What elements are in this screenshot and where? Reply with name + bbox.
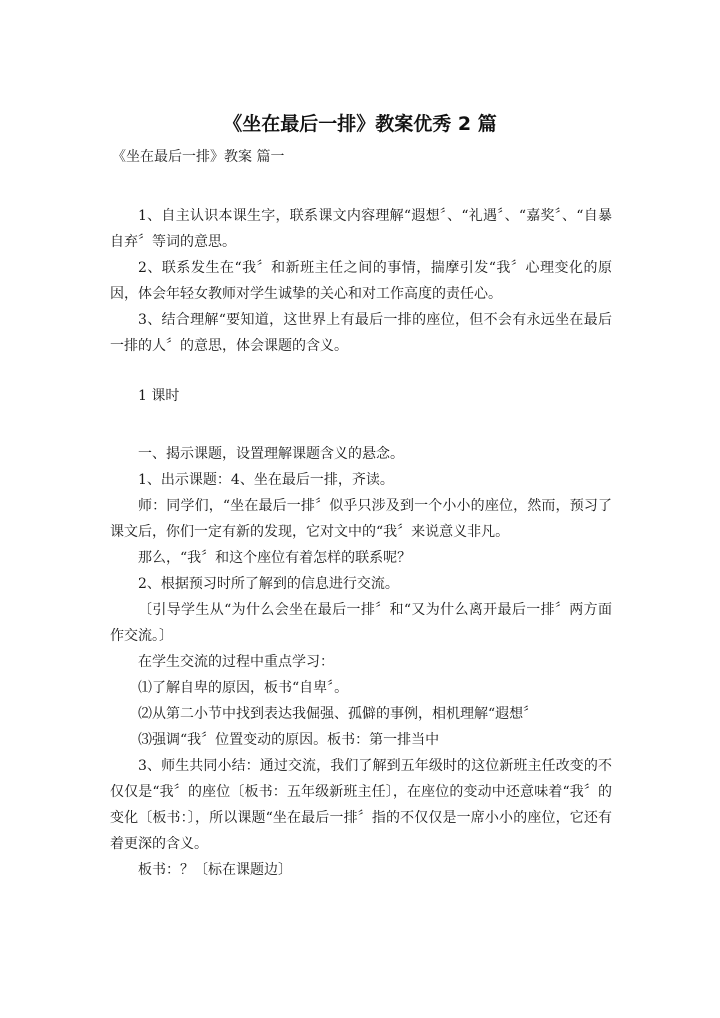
procedure-paragraph: 3、师生共同小结：通过交流，我们了解到五年级时的这位新班主任改变的不仅仅是“我〞的座位〔板书：五年级新班主任〕，在座位的变动中还意味着“我〞的变化〔板书：〕，所以课题“坐在最后一排〞指的不仅仅是一席小小的座位，它还有着更深的含义。	[110, 758, 612, 852]
procedure-paragraph: 一、揭示课题，设置理解课题含义的悬念。	[138, 446, 404, 462]
procedure-paragraph: 师：同学们，“坐在最后一排〞似乎只涉及到一个小小的座位，然而，预习了课文后，你们一定有新的发现，它对文中的“我〞来说意义非凡。	[110, 498, 612, 540]
paragraph-gap	[110, 359, 612, 383]
procedure-paragraph: 板书：？〔标在课题边〕	[138, 862, 292, 878]
procedure-paragraph: ⑶强调“我〞位置变动的原因。板书：第一排当中	[138, 732, 440, 748]
procedure-paragraph: ⑴了解自卑的原因，板书“自卑〞。	[138, 680, 349, 696]
paragraph-gap	[110, 409, 612, 441]
procedure-paragraph: 1、出示课题：4、坐在最后一排，齐读。	[138, 472, 394, 488]
procedure-paragraph: 那么，“我〞和这个座位有着怎样的联系呢？	[138, 550, 412, 566]
objective-paragraph: 1、自主认识本课生字，联系课文内容理解“遐想〞、“礼遇〞、“嘉奖〞、“自暴自弃〞等词的意思。	[110, 208, 612, 250]
document-title: 《坐在最后一排》教案优秀 2 篇	[223, 113, 497, 135]
section-heading: 《坐在最后一排》教案 篇一	[112, 149, 285, 165]
procedure-paragraph: 2、根据预习时所了解到的信息进行交流。	[138, 576, 399, 592]
objective-paragraph: 3、结合理解“要知道，这世界上有最后一排的座位，但不会有永远坐在最后一排的人〞的意思，体会课题的含义。	[110, 312, 612, 354]
procedure-paragraph: 〔引导学生从“为什么会坐在最后一排〞和“又为什么离开最后一排〞两方面作交流。〕	[110, 602, 612, 644]
objective-paragraph: 2、联系发生在“我〞和新班主任之间的事情，揣摩引发“我〞心理变化的原因，体会年轻女教师对学生诚挚的关心和对工作高度的责任心。	[110, 260, 612, 302]
procedure-paragraph: ⑵从第二小节中找到表达我倔强、孤僻的事例，相机理解“遐想〞	[138, 706, 538, 722]
document-body	[110, 203, 612, 883]
class-hours-label: 1 课时	[138, 388, 180, 404]
procedure-paragraph: 在学生交流的过程中重点学习：	[138, 654, 334, 670]
